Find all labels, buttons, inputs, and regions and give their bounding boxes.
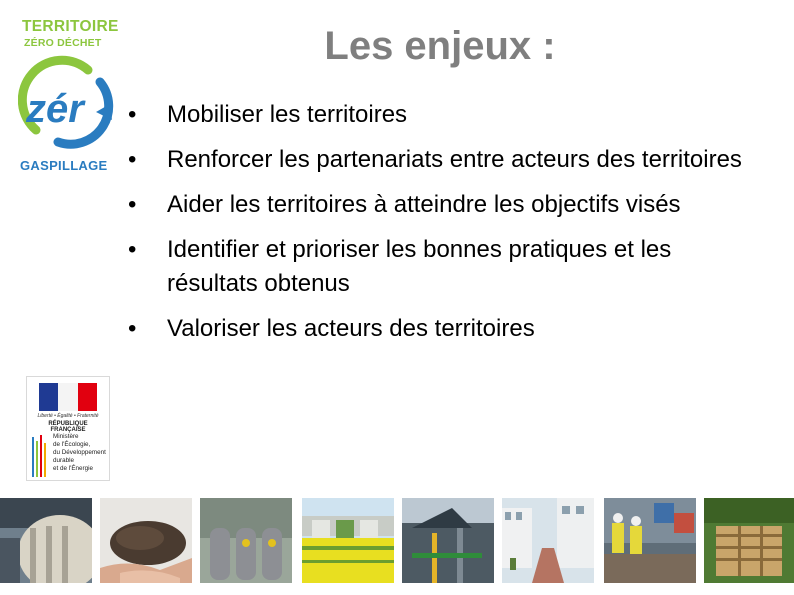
logo-line-gaspillage: GASPILLAGE [20, 158, 108, 173]
workers-bales-photo [604, 498, 696, 583]
bullet-text: Mobiliser les territoires [167, 101, 408, 128]
territoire-zero-dechet-logo [18, 18, 118, 178]
facility-photo [0, 498, 92, 583]
bullet-dot: • [128, 315, 137, 342]
bullet-item [126, 312, 746, 346]
bullet-item [126, 143, 746, 177]
bullet-text: Valoriser les acteurs des territoires [167, 315, 535, 342]
bullet-text: Aider les territoires à atteindre les objectifs visés [167, 191, 681, 218]
ministry-logo [26, 376, 110, 481]
bullet-text: Renforcer les partenariats entre acteurs des territoires [167, 146, 742, 173]
ministry-motto: Liberté • Égalité • Fraternité [37, 413, 99, 419]
bullet-dot: • [128, 191, 137, 218]
bullet-item [126, 233, 746, 301]
ministry-name: Ministère de l'Écologie, du Développement durable et de l'Énergie [53, 433, 106, 472]
recycle-ring-icon [18, 52, 118, 156]
ministry-republic: RÉPUBLIQUE FRANÇAISE [48, 421, 88, 433]
ministry-color-bars-icon [31, 435, 49, 477]
bins-field-photo [302, 498, 394, 583]
bullet-dot: • [128, 146, 137, 173]
compost-hands-photo [100, 498, 192, 583]
bullet-dot: • [128, 236, 137, 263]
bullet-item [126, 98, 746, 132]
collection-bins-photo [200, 498, 292, 583]
logo-center-text: zér [26, 87, 84, 131]
street-buildings-photo [502, 498, 594, 583]
wooden-composter-photo [704, 498, 794, 583]
bullet-text: Identifier et prioriser les bonnes pratiques et les résultats obtenus [167, 236, 672, 297]
logo-line-territoire: TERRITOIRE [22, 18, 119, 35]
bullet-item [126, 188, 746, 222]
logo-line-zero-dechet: ZÉRO DÉCHET [24, 37, 102, 49]
french-flag-icon [39, 383, 97, 411]
slide-title: Les enjeux : [324, 24, 556, 68]
bullet-dot: • [128, 101, 137, 128]
bullet-list [126, 98, 746, 357]
industrial-plant-photo [402, 498, 494, 583]
